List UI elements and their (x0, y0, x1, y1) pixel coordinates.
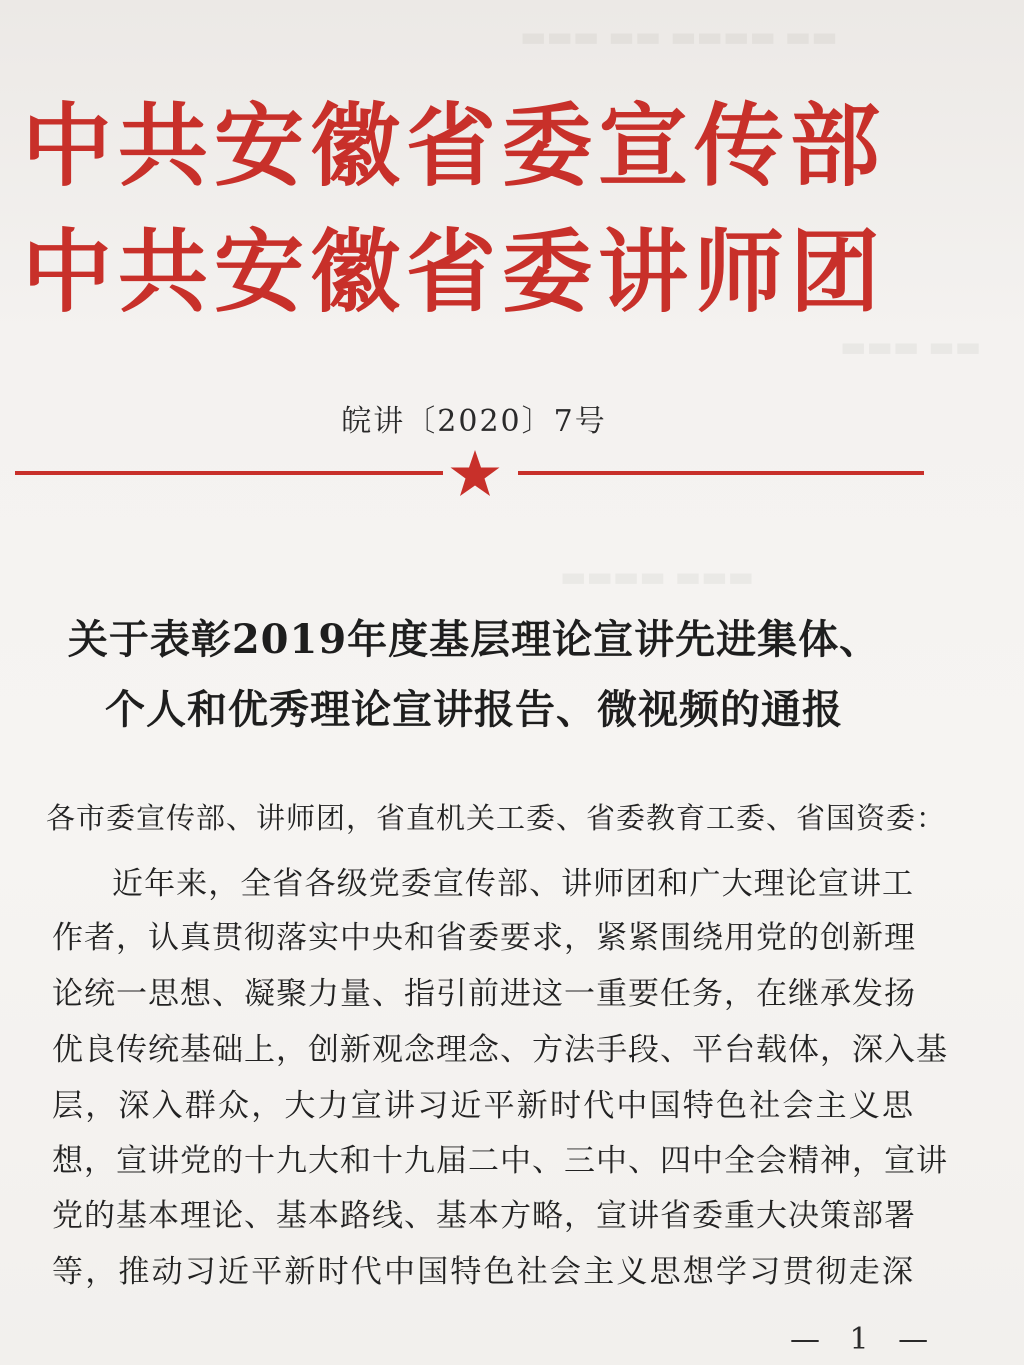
body-paragraph-line: 想，宣讲党的十九大和十九届二中、三中、四中全会精神，宣讲 (52, 1143, 948, 1179)
bleed-through-texture: ▬▬▬ ▬▬ (840, 330, 982, 363)
red-star-icon (449, 448, 501, 500)
issuing-org-lecturer-group: 中共安徽省委讲师团 (22, 219, 886, 325)
body-paragraph-line: 优良传统基础上，创新观念理念、方法手段、平台载体，深入基 (52, 1032, 948, 1068)
body-paragraph-line: 党的基本理论、基本路线、基本方略，宣讲省委重大决策部署 (52, 1198, 916, 1234)
issuing-org-propaganda-department: 中共安徽省委宣传部 (22, 93, 886, 199)
red-separator-left (15, 471, 443, 475)
page-number: — 1 — (790, 1322, 939, 1357)
document-title-line-1: 关于表彰2019年度基层理论宣讲先进集体、 (67, 616, 881, 663)
document-number: 皖讲〔2020〕7号 (341, 404, 607, 439)
red-separator-right (518, 471, 924, 475)
document-title-line-2: 个人和优秀理论宣讲报告、微视频的通报 (105, 686, 843, 733)
body-paragraph-line: 层，深入群众，大力宣讲习近平新时代中国特色社会主义思 (52, 1088, 914, 1124)
salutation: 各市委宣传部、讲师团，省直机关工委、省委教育工委、省国资委： (46, 801, 947, 835)
bleed-through-texture: ▬▬▬ ▬▬ ▬▬▬▬ ▬▬ (520, 20, 838, 53)
body-paragraph-line: 近年来，全省各级党委宣传部、讲师团和广大理论宣讲工 (112, 866, 914, 902)
body-paragraph-line: 论统一思想、凝聚力量、指引前进这一重要任务，在继承发扬 (52, 976, 916, 1012)
bleed-through-texture: ▬▬▬▬ ▬▬▬ (560, 560, 755, 593)
body-paragraph-line: 作者，认真贯彻落实中央和省委要求，紧紧围绕用党的创新理 (52, 920, 916, 956)
body-paragraph-line: 等，推动习近平新时代中国特色社会主义思想学习贯彻走深 (52, 1254, 914, 1290)
